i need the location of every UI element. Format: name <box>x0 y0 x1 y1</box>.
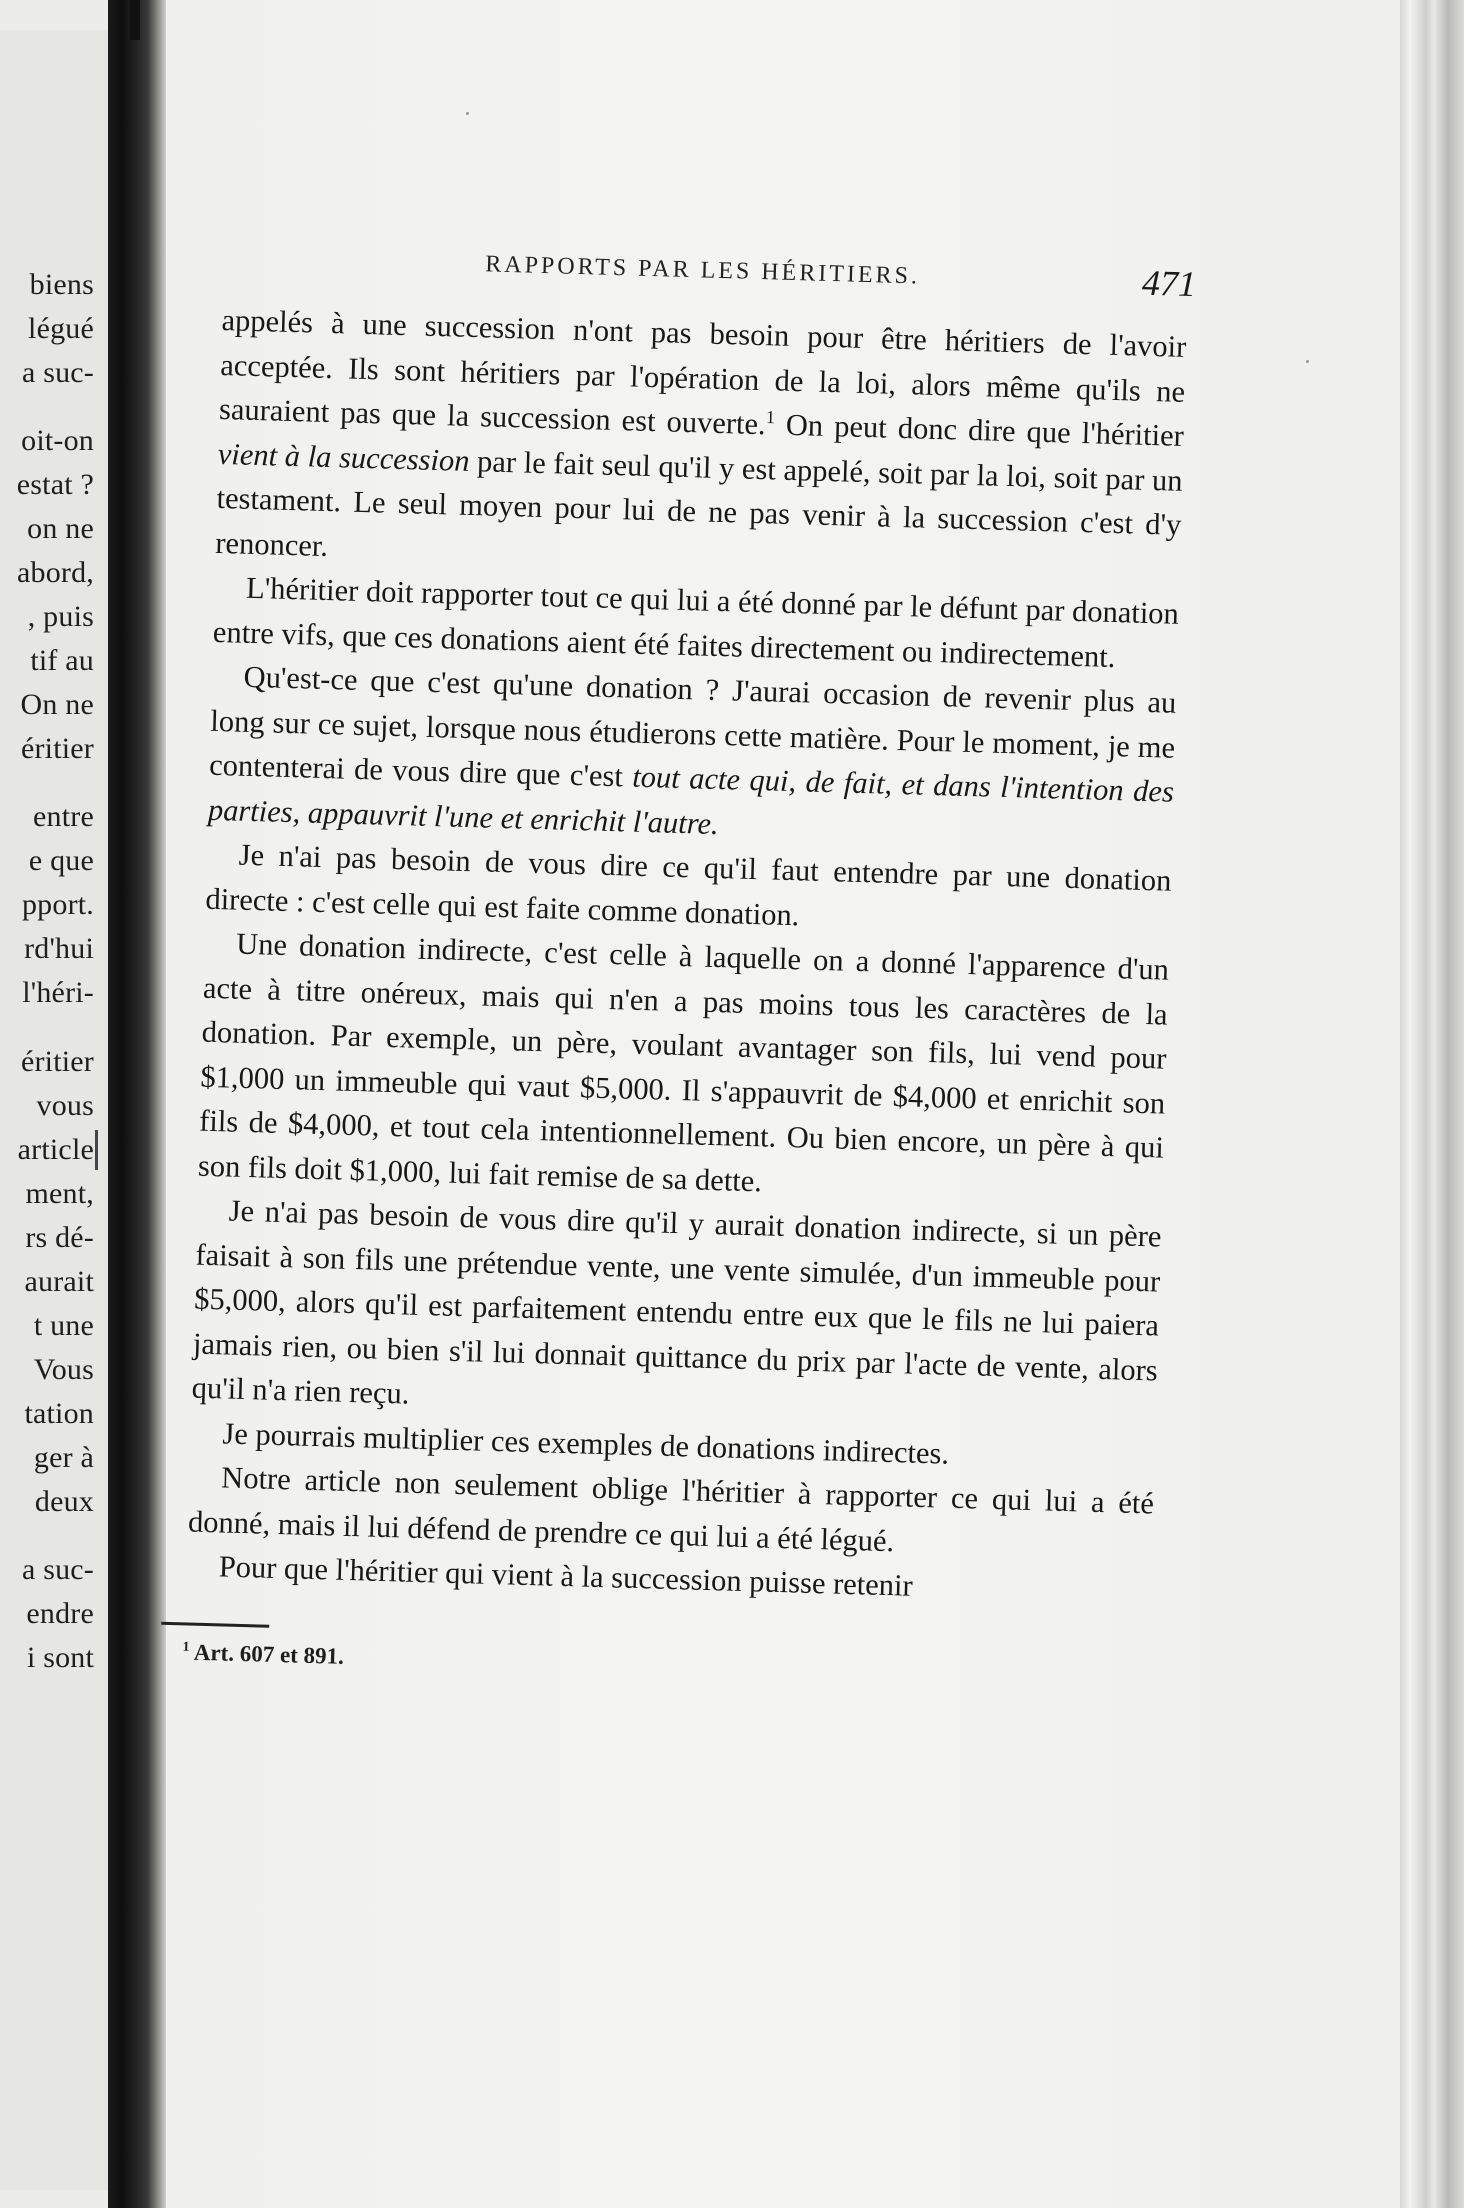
left-page-text-fragment: i sont <box>26 1640 94 1674</box>
running-head: RAPPORTS PAR LES HÉRITIERS. <box>484 251 921 290</box>
left-page-text-fragment: endre <box>26 1596 94 1630</box>
paragraph: Je pourrais multiplier ces exemples de donations indirectes. <box>222 1415 950 1471</box>
left-page-text-fragment: article <box>17 1132 94 1166</box>
left-page-text-fragment: aurait <box>24 1264 94 1298</box>
gutter-shadow <box>130 0 140 40</box>
left-page-text-fragment: , puis <box>27 600 94 634</box>
left-facing-page <box>0 30 108 2190</box>
left-page-text-fragment: entre <box>33 800 94 834</box>
paper-speck <box>466 112 469 115</box>
left-page-text-fragment: ment, <box>25 1176 94 1210</box>
page-text <box>182 236 1197 1692</box>
left-page-text-fragment: estat ? <box>16 468 94 502</box>
page-number: 471 <box>1141 262 1197 305</box>
paragraph: Je n'ai pas besoin de vous dire ce qu'il faut entendre par une donation directe : c'est celle qui est faite comme donation. <box>205 837 1172 932</box>
left-page-text-fragment: éritier <box>20 1044 94 1078</box>
paper-speck <box>1306 360 1309 363</box>
paragraph-text: appelés à une succession n'ont pas besoin pour être héritiers de l'avoir acceptée. Ils sont héritiers par l'opération de la loi, alors même qu'ils ne sauraient pas que la succession est ouverte. <box>218 302 1187 442</box>
page-stack-edge <box>1400 0 1464 2208</box>
left-page-text-fragment: on ne <box>27 512 94 546</box>
left-page-text-fragment: Vous <box>33 1352 94 1386</box>
left-page-text-fragment: rs dé- <box>25 1220 94 1254</box>
left-page-text-fragment: tif au <box>30 644 94 678</box>
left-page-text-fragment: a suc- <box>22 1552 94 1586</box>
paragraph-text: On peut donc dire que l'héritier <box>774 407 1185 453</box>
left-page-text-fragment: On ne <box>20 688 94 722</box>
left-page-text-fragment: rd'hui <box>24 932 94 966</box>
left-page-text-fragment: t une <box>33 1308 94 1342</box>
left-page-text-fragment: vous <box>36 1088 94 1122</box>
footnote-reference: 1 <box>765 407 776 428</box>
footnote-text: Art. 607 et 891. <box>189 1639 345 1669</box>
left-page-text-fragment: abord, <box>16 556 94 590</box>
paragraph-text: Qu'est-ce que c'est qu'une donation ? J'aurai occasion de revenir plus au long sur ce sujet, lorsque nous étudierons cette matière. Pour le moment, je me contenterai de vous dire que c'est <box>208 659 1177 794</box>
left-page-text-fragment: tation <box>24 1396 94 1430</box>
left-page-text-fragment: a suc- <box>22 356 94 389</box>
paragraph-text: par le fait seul qu'il y est appelé, soit par la loi, soit par un testament. Le seul moyen pour lui de ne pas venir à la succession c'est d'y renoncer. <box>214 443 1184 563</box>
left-page-text-fragment: deux <box>34 1484 94 1518</box>
left-page-margin-mark <box>95 1130 98 1170</box>
paragraph: Pour que l'héritier qui vient à la succession puisse retenir <box>218 1549 914 1603</box>
left-page-text-fragment: pport. <box>21 888 94 922</box>
paragraph <box>207 654 1177 859</box>
left-page-text-fragment: e que <box>28 844 94 878</box>
left-page-text-fragment: l'héri- <box>22 976 94 1010</box>
footnote-mark: 1 <box>182 1638 190 1654</box>
left-page-text-fragment: éritier <box>20 732 94 766</box>
book-gutter <box>108 0 166 2208</box>
italic-definition: tout acte qui, de fait, et dans l'intention des parties, appauvrit l'une et enrichit l'autre. <box>207 759 1175 841</box>
paragraph: Une donation indirecte, c'est celle à laquelle on a donné l'apparence d'un acte à titre onéreux, mais qui n'en a pas moins tous les caractères de la donation. Par exemple, un père, voulant avantager son fils, lui vend pour $1,000 un immeuble qui vaut $5,000. Il s'appauvrit de $4,000 et enrichit son fils de $4,000, et tout cela intentionnellement. Ou bien encore, un père à qui son fils doit $1,000, lui fait remise de sa dette. <box>197 926 1170 1198</box>
italic-phrase: vient à la succession <box>217 436 470 478</box>
left-page-text-fragment: légué <box>28 312 94 345</box>
left-page-text-fragment: ger à <box>33 1440 94 1474</box>
paragraph: Notre article non seulement oblige l'héritier à rapporter ce qui lui a été donné, mais il lui défend de prendre ce qui lui a été légué. <box>187 1460 1155 1558</box>
left-page-text-fragment: biens <box>29 268 94 301</box>
paragraph: L'héritier doit rapporter tout ce qui lui a été donné par le défunt par donation entre vifs, que ces donations aient été faites directement ou indirectement. <box>212 570 1180 674</box>
paragraph <box>215 298 1187 592</box>
paragraph: Je n'ai pas besoin de vous dire qu'il y aurait donation indirecte, si un père faisait à son fils une prétendue vente, une vente simulée, d'un immeuble pour $5,000, alors qu'il est parfaitement entendu entre eux que le fils ne lui paiera jamais rien, ou bien s'il lui donnait quittance du prix par l'acte de vente, alors qu'il n'a rien reçu. <box>191 1193 1162 1411</box>
left-page-text-fragment: oit-on <box>21 424 94 458</box>
